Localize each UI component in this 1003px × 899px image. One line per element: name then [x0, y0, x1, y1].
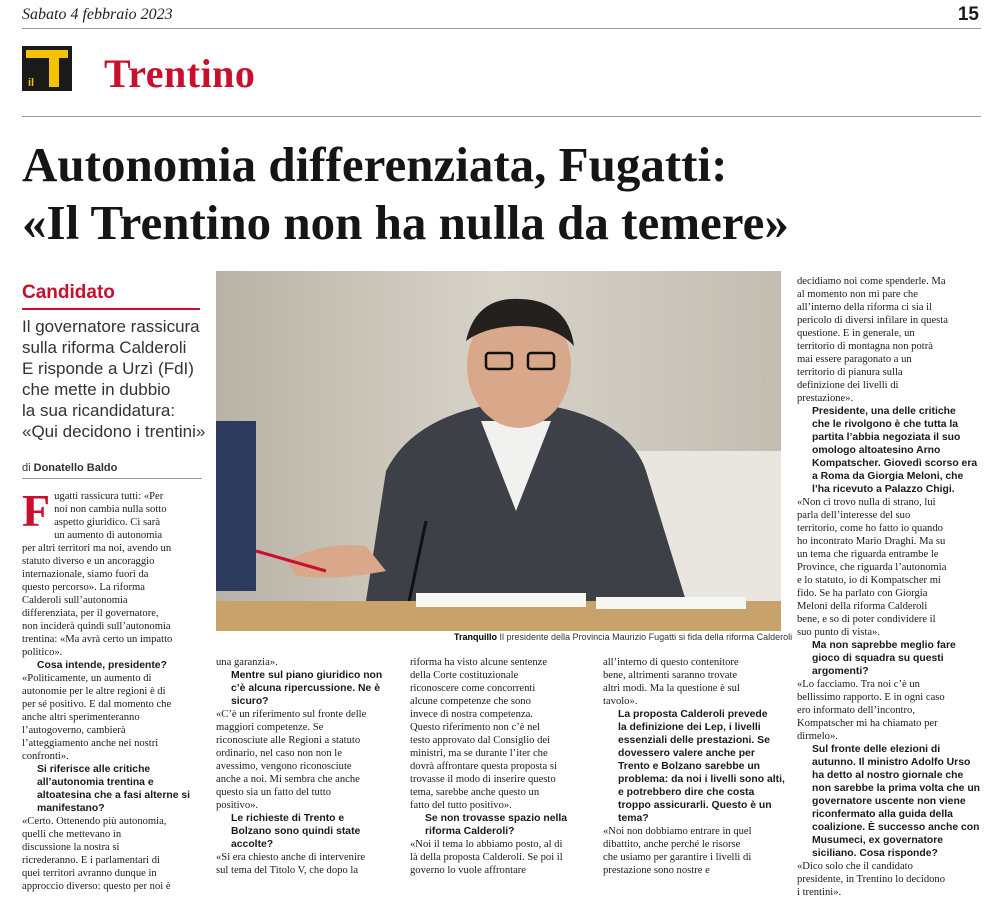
photo-illustration [216, 271, 781, 631]
text-line: «Noi non dobbiamo entrare in quel [603, 826, 752, 837]
text-line: per altri territori ma noi, avendo un [22, 543, 172, 554]
text-line: coalizione. È successo anche con [812, 822, 980, 833]
section-divider [22, 116, 981, 117]
text-line: sul tema del Titolo V, che dopo la [216, 865, 359, 876]
kicker: Candidato [22, 282, 115, 303]
text-line: parla dell’interesse del suo [797, 510, 911, 521]
interview-question [22, 763, 202, 815]
text-line: decidiamo noi come spenderle. Ma [797, 276, 946, 287]
text-line: l’ha ricevuto a Palazzo Chigi. [812, 484, 955, 495]
text-line: all’interno della riforma ci sia il [797, 302, 933, 313]
text-line: Questo riferimento non c’è nel [410, 722, 541, 733]
text-line: Calderoli sull’autonomia [22, 595, 128, 606]
article-paragraph [410, 838, 590, 877]
interview-question [216, 812, 396, 851]
text-line: ugatti rassicura tutti: «Per [54, 491, 164, 502]
article-paragraph [22, 485, 202, 659]
text-line: territorio di pianura sulla [797, 367, 903, 378]
text-line: a Roma da Giorgia Meloni, che [812, 471, 964, 482]
text-line: Kompatscher. Giovedì scorso era [812, 458, 978, 469]
text-line: della Corte costituzionale [410, 670, 519, 681]
text-line: e potrebbero dire che costa [618, 787, 755, 798]
text-line: «Lo facciamo. Tra noi c’è un [797, 679, 920, 690]
text-line: fido. Se ha parlato con Giorgia [797, 588, 928, 599]
text-line: partita l’abbia negoziata il suo [812, 432, 961, 443]
text-line: sicuro? [231, 696, 269, 707]
text-line: questione. E in generale, un [797, 328, 915, 339]
text-line: differenziata, per il governatore, [22, 608, 159, 619]
text-line: tema? [618, 813, 649, 824]
text-line: «C’è un riferimento sul fronte delle [216, 709, 367, 720]
article-paragraph [797, 275, 982, 405]
interview-question [797, 405, 982, 496]
text-line: un tema che riguarda entrambe le [797, 549, 939, 560]
text-line: c’è alcuna ripercussione. Ne è [231, 683, 381, 694]
article-paragraph [797, 860, 982, 899]
newspaper-logo [22, 46, 72, 91]
text-line: accolte? [231, 839, 274, 850]
text-line: altri modi. Ma la questione è sul [603, 683, 740, 694]
text-line: politico». [22, 647, 63, 658]
article-paragraph [216, 708, 396, 812]
article-paragraph [216, 851, 396, 877]
text-line: ministri, ma se durante l’iter che [410, 748, 548, 759]
text-line: confronti». [22, 751, 69, 762]
text-line: «Certo. Ottenendo più autonomia, [22, 816, 167, 827]
text-line: una garanzia». [216, 657, 278, 668]
headline-line: Autonomia differenziata, Fugatti: [22, 137, 728, 192]
article-column-1 [22, 485, 202, 893]
text-line: «Qui decidono i trentini» [22, 422, 206, 441]
text-line: la definizione dei Lep, i livelli [618, 722, 761, 733]
text-line: La proposta Calderoli prevede [618, 709, 768, 720]
text-line: problema: da noi i livelli sono alti, [618, 774, 785, 785]
text-line: approccio diverso: questo per noi è [22, 881, 171, 892]
article-column-4 [603, 656, 783, 877]
header-divider [22, 28, 981, 29]
text-line: sulla riforma Calderoli [22, 338, 187, 357]
text-line: Mentre sul piano giuridico non [231, 670, 383, 681]
text-line: siciliano. Cosa risponde? [812, 848, 938, 859]
text-line: autonomie per le altre regioni è di [22, 686, 166, 697]
text-line: anche altri sperimenteranno [22, 712, 140, 723]
text-line: non inciderà quindi sull’autonomia [22, 621, 171, 632]
text-line: altoatesina che a fasi alterne si [37, 790, 191, 801]
interview-question [797, 743, 982, 860]
byline-author: Donatello Baldo [33, 462, 118, 474]
text-line: Il governatore rassicura [22, 317, 200, 336]
text-line: Le richieste di Trento e [231, 813, 345, 824]
text-line: discussione la nostra si [22, 842, 120, 853]
article-paragraph [410, 656, 590, 812]
text-line: riconoscere come concorrenti [410, 683, 536, 694]
text-line: riconosciute alle Regioni a statuto [216, 735, 361, 746]
text-line: E risponde a Urzì (FdI) [22, 359, 194, 378]
article-paragraph [603, 825, 783, 877]
text-line: Province, che riguarda l’autonomia [797, 562, 947, 573]
text-line: argomenti? [812, 666, 869, 677]
text-line: dovessero valere anche per [618, 748, 755, 759]
text-line: governo lo vuole affrontare [410, 865, 526, 876]
text-line: e lo statuto, io di Kompatscher mi [797, 575, 941, 586]
text-line: ha detto al nostro giornale che [812, 770, 964, 781]
interview-question [797, 639, 982, 678]
drop-cap: F [22, 485, 51, 536]
text-line: «Politicamente, un aumento di [22, 673, 152, 684]
text-line: ero informato dell’incontro, [797, 705, 915, 716]
text-line: Meloni della riforma Calderoli [797, 601, 928, 612]
text-line: questo sia un fatto del tutto [216, 787, 332, 798]
text-line: l’atteggiamento anche nei nostri [22, 738, 159, 749]
text-line: Musumeci, ex governatore [812, 835, 944, 846]
subtitle [22, 316, 206, 442]
text-line: che le rivolgono è che tutta la [812, 419, 959, 430]
section-title: Trentino [104, 51, 256, 96]
text-line: ordinario, nel caso non non le [216, 748, 342, 759]
text-line: quelli che mettevano in [22, 829, 122, 840]
text-line: presidente, in Trentino lo decidono [797, 874, 946, 885]
interview-question [410, 812, 590, 838]
text-line: avessimo, vengono riconosciute [216, 761, 352, 772]
text-line: bellissimo rapporto. E in ogni caso [797, 692, 945, 703]
text-line: bene, altrimenti saranno trovate [603, 670, 738, 681]
article-paragraph [797, 496, 982, 639]
interview-question [603, 708, 783, 825]
text-line: suo punto di vista». [797, 627, 880, 638]
text-line: quei territori avranno dunque in [22, 868, 157, 879]
text-line: all’interno di questo contenitore [603, 657, 739, 668]
article-paragraph [22, 672, 202, 763]
text-line: là della proposta Calderoli. Se poi il [410, 852, 563, 863]
text-line: dibattito, anche perché le risorse [603, 839, 741, 850]
text-line: prestazione sono nostre e [603, 865, 710, 876]
text-line: prestazione». [797, 393, 854, 404]
text-line: riforma Calderoli? [425, 826, 515, 837]
text-line: troppo assicurarli. Questo è un [618, 800, 772, 811]
interview-question [22, 659, 202, 672]
text-line: Trento e Bolzano sarebbe un [618, 761, 761, 772]
text-line: Kompatscher mi ha chiamato per [797, 718, 938, 729]
text-line: noi non cambia nulla sotto [54, 504, 167, 515]
text-line: aspetto giuridico. Ci sarà [54, 517, 161, 528]
text-line: bene, e so di poter condividere il [797, 614, 936, 625]
text-line: testo approvato dal Consiglio dei [410, 735, 551, 746]
text-line: riforma ha visto alcune sentenze [410, 657, 548, 668]
text-line: autunno. Il ministro Adolfo Urso [812, 757, 971, 768]
text-line: manifestano? [37, 803, 105, 814]
text-line: «Dico solo che il candidato [797, 861, 913, 872]
text-line: «Noi il tema lo abbiamo posto, al di [410, 839, 563, 850]
article-paragraph [22, 815, 202, 893]
text-line: tavolo». [603, 696, 638, 707]
text-line: internazionale, siamo fuori da [22, 569, 149, 580]
text-line: alcune competenze che sono [410, 696, 531, 707]
text-line: al momento non mi pare che [797, 289, 918, 300]
article-paragraph [603, 656, 783, 708]
text-line: Se non trovasse spazio nella [425, 813, 568, 824]
caption-label: Tranquillo [454, 632, 498, 642]
text-line: governatore uscente non viene [812, 796, 966, 807]
text-line: Presidente, una delle critiche [812, 406, 956, 417]
text-line: ricrederanno. E i parlamentari di [22, 855, 160, 866]
text-line: tema, sarebbe anche questo un [410, 787, 540, 798]
article-column-2 [216, 656, 396, 877]
text-line: per sé positivo. E dal momento che [22, 699, 172, 710]
photo-caption [454, 632, 792, 642]
text-line: fatto del tutto positivo». [410, 800, 512, 811]
text-line: statuto diverso e un ancoraggio [22, 556, 155, 567]
text-line: Sul fronte delle elezioni di [812, 744, 941, 755]
text-line: definizione dei livelli di [797, 380, 899, 391]
text-line: dirmelo». [797, 731, 838, 742]
text-line: invece di nostra competenza. [410, 709, 533, 720]
text-line: territorio, come ho fatto io quando [797, 523, 943, 534]
text-line: trovasse il modo di inserire questo [410, 774, 556, 785]
text-line: riconfermato alla guida della [812, 809, 953, 820]
text-line: gioco di squadra su questi [812, 653, 944, 664]
headline-line: «Il Trentino non ha nulla da temere» [22, 195, 789, 250]
text-line: Si riferisce alle critiche [37, 764, 151, 775]
article-photo [216, 271, 781, 631]
text-line: positivo». [216, 800, 259, 811]
text-line: Bolzano sono quindi state [231, 826, 361, 837]
caption-text: Il presidente della Provincia Maurizio Fugatti si fida della riforma Calderoli [497, 632, 793, 642]
headline [22, 136, 982, 252]
byline [22, 462, 202, 479]
logo-text: il [28, 77, 35, 89]
text-line: «Non ci trovo nulla di strano, lui [797, 497, 936, 508]
text-line: essenziali delle prestazioni. Se [618, 735, 770, 746]
text-line: maggiori competenze. Se [216, 722, 324, 733]
article-paragraph [216, 656, 396, 669]
text-line: ho incontrato Mario Draghi. Ma su [797, 536, 946, 547]
text-line: omologo altoatesino Arno [812, 445, 941, 456]
page-number: 15 [957, 4, 979, 25]
text-line: l’autogoverno, cambierà [22, 725, 126, 736]
byline-prefix: di [22, 462, 31, 474]
text-line: non sarebbe la prima volta che un [812, 783, 981, 794]
text-line: all’autonomia trentina e [37, 777, 154, 788]
text-line: anche a noi. Mi sembra che anche [216, 774, 360, 785]
text-line: la sua ricandidatura: [22, 401, 176, 420]
text-line: questo percorso». La riforma [22, 582, 145, 593]
text-line: mai essere paragonato a un [797, 354, 912, 365]
text-line: i trentini». [797, 887, 842, 898]
kicker-rule [22, 308, 200, 310]
article-column-5 [797, 275, 982, 899]
article-column-3 [410, 656, 590, 877]
text-line: un aumento di autonomia [54, 530, 163, 541]
article-paragraph [797, 678, 982, 743]
text-line: trentina: «Ma avrà certo un impatto [22, 634, 173, 645]
text-line: Cosa intende, presidente? [37, 660, 167, 671]
text-line: che mette in dubbio [22, 380, 171, 399]
text-line: dovrà affrontare questa proposta si [410, 761, 557, 772]
text-line: territorio di montagna non potrà [797, 341, 933, 352]
text-line: «Si era chiesto anche di intervenire [216, 852, 366, 863]
text-line: che usiamo per garantire i livelli di [603, 852, 752, 863]
interview-question [216, 669, 396, 708]
issue-date: Sabato 4 febbraio 2023 [22, 6, 173, 23]
text-line: pericolo di diversi infilare in questa [797, 315, 948, 326]
text-line: Ma non saprebbe meglio fare [812, 640, 956, 651]
